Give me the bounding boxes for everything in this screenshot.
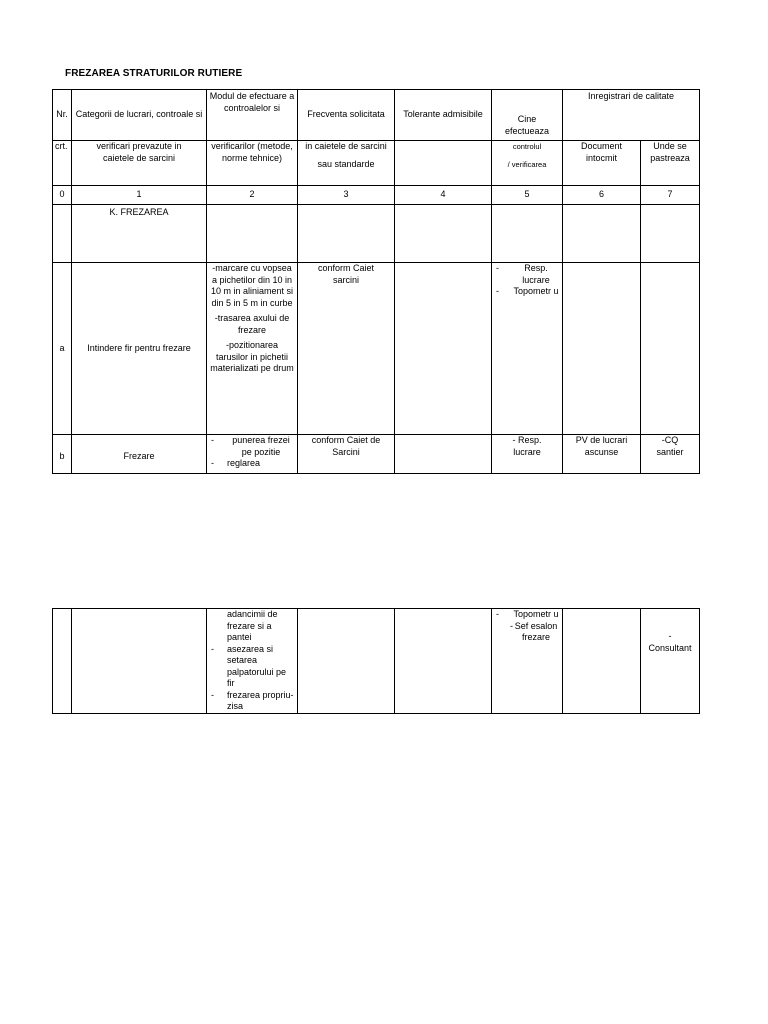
column-number: 4	[395, 186, 492, 205]
row-modul	[207, 263, 298, 435]
header-frecventa-cont	[298, 141, 395, 186]
row-document-text: PV de lucrari ascunse	[575, 435, 628, 457]
modul-list	[209, 609, 295, 713]
header-cine	[492, 90, 563, 141]
header-modul-cont: verificarilor (metode, norme tehnice)	[207, 141, 298, 186]
header-modul-text: Modul de efectuare a controalelor si	[209, 91, 295, 113]
row-modul	[207, 435, 298, 474]
table-row	[53, 609, 700, 714]
list-item: - Sef esalon frezare	[510, 620, 558, 642]
cine-item: Sef esalon frezare	[514, 620, 558, 642]
row-frecventa-text: conform Caiet sarcini	[317, 263, 375, 285]
row-nr: b	[53, 435, 72, 474]
header-cine-line2: / verificarea	[507, 159, 547, 169]
header-row-2	[53, 141, 700, 186]
header-categorii-cont	[72, 141, 207, 186]
table-row	[53, 435, 700, 474]
column-number: 5	[492, 186, 563, 205]
continuation-table	[52, 608, 700, 714]
list-item: - Resp. lucrare	[496, 263, 550, 285]
header-row-1	[53, 90, 700, 141]
header-inregistrari: Inregistrari de calitate	[563, 90, 700, 141]
modul-step: frezarea propriu-zisa	[227, 689, 294, 711]
header-unde: Unde se pastreaza	[641, 141, 700, 186]
row-cine	[492, 263, 563, 435]
header-frecventa: Frecventa solicitata	[298, 90, 395, 141]
row-frecventa	[298, 435, 395, 474]
unde-dash: -	[668, 631, 672, 641]
section-label: K. FREZAREA	[72, 205, 207, 263]
page-title: FREZAREA STRATURILOR RUTIERE	[65, 68, 243, 79]
modul-list	[209, 435, 295, 470]
row-unde-text: -CQ santier	[656, 435, 684, 457]
column-number-row	[53, 186, 700, 205]
cine-list	[494, 609, 560, 644]
row-modul	[207, 609, 298, 714]
header-cine-text: Cine efectueaza	[504, 114, 550, 136]
column-number: 0	[53, 186, 72, 205]
row-frecventa	[298, 263, 395, 435]
cine-item: Topometr u	[513, 286, 559, 296]
modul-step: -trasarea axului de frezare	[214, 313, 290, 335]
header-categorii-cont-text: verificari prevazute in caietele de sarcini	[96, 141, 182, 163]
row-unde	[641, 609, 700, 714]
header-cine-line1: controlul	[512, 142, 542, 151]
header-frecventa-line2: sau standarde	[317, 158, 375, 169]
row-cine	[492, 609, 563, 714]
row-frecventa-text: conform Caiet de Sarcini	[311, 435, 381, 457]
header-document: Document intocmit	[563, 141, 641, 186]
column-number: 2	[207, 186, 298, 205]
row-document	[563, 435, 641, 474]
row-categorie: Frezare	[72, 435, 207, 474]
row-cine	[492, 435, 563, 474]
section-row	[53, 205, 700, 263]
column-number: 7	[641, 186, 700, 205]
list-item: - asezarea si setarea palpatorului pe fir	[211, 643, 287, 688]
row-unde	[641, 435, 700, 474]
modul-step: -pozitionarea tarusilor in pichetii materializati pe drum	[210, 340, 294, 373]
header-categorii: Categorii de lucrari, controale si	[72, 90, 207, 141]
list-item	[209, 609, 295, 644]
list-item: - Topometr u	[496, 286, 559, 296]
header-frecventa-line1: in caietele de sarcini	[305, 141, 387, 151]
modul-step: punerea frezei pe pozitie	[232, 435, 290, 457]
row-nr: a	[53, 263, 72, 435]
header-cine-cont	[492, 141, 563, 186]
cine-item: Resp. lucrare	[522, 263, 550, 285]
list-item: - punerea frezei pe pozitie	[211, 435, 290, 457]
list-item: - reglarea	[211, 458, 261, 468]
quality-control-table	[52, 89, 700, 474]
header-modul	[207, 90, 298, 141]
unde-text: Consultant	[648, 642, 692, 653]
column-number: 1	[72, 186, 207, 205]
header-crt: crt.	[53, 141, 72, 186]
table-row	[53, 263, 700, 435]
modul-step: reglarea	[227, 458, 261, 468]
header-nr: Nr.	[53, 90, 72, 141]
column-number: 6	[563, 186, 641, 205]
row-cine-text: - Resp. lucrare	[512, 435, 542, 457]
row-categorie: Intindere fir pentru frezare	[72, 263, 207, 435]
list-item: - frezarea propriu-zisa	[211, 689, 294, 711]
cine-item: Topometr u	[513, 609, 559, 619]
modul-step: -marcare cu vopsea a pichetilor din 10 in 10 m in aliniament si din 5 in 5 m in curbe	[210, 263, 294, 308]
column-number: 3	[298, 186, 395, 205]
modul-step: adancimii de frezare si a pantei	[227, 609, 278, 642]
cine-list	[494, 263, 560, 298]
modul-step: asezarea si setarea palpatorului pe fir	[227, 643, 287, 688]
list-item: - Topometr u	[496, 609, 559, 619]
header-tolerante: Tolerante admisibile	[395, 90, 492, 141]
header-tolerante-cont	[395, 141, 492, 186]
